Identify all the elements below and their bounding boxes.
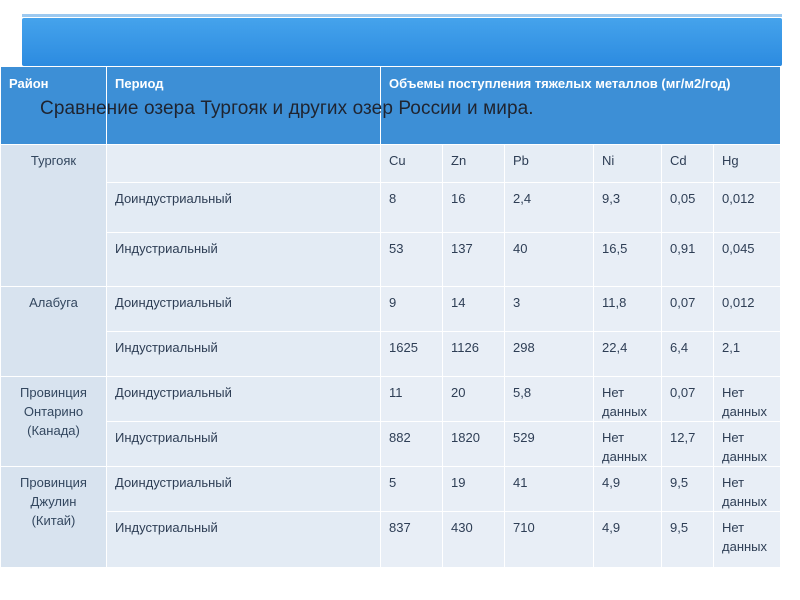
subheader-period-cell — [107, 145, 381, 183]
value-cell-pb: 710 — [505, 512, 594, 568]
value-cell-hg: Нет данных — [714, 422, 781, 467]
value-cell-pb: 2,4 — [505, 183, 594, 233]
value-cell-pb: 5,8 — [505, 377, 594, 422]
slide-title: Сравнение озера Тургояк и других озер России и мира. — [40, 98, 534, 119]
heavy-metals-table — [0, 66, 781, 568]
value-cell-cd: 0,07 — [662, 377, 714, 422]
metal-header-cd: Cd — [662, 145, 714, 183]
table-row — [1, 467, 781, 512]
region-cell: Провинция Онтарино (Канада) — [1, 377, 107, 467]
table-row — [1, 233, 781, 287]
value-cell-pb: 298 — [505, 332, 594, 377]
value-cell-ni: Нет данных — [594, 422, 662, 467]
period-cell: Индустриальный — [107, 422, 381, 467]
value-cell-cd: 12,7 — [662, 422, 714, 467]
table-row — [1, 377, 781, 422]
metal-header-hg: Hg — [714, 145, 781, 183]
period-cell: Индустриальный — [107, 233, 381, 287]
period-cell: Индустриальный — [107, 512, 381, 568]
value-cell-zn: 16 — [443, 183, 505, 233]
header-region: Район — [1, 67, 107, 145]
table-row — [1, 332, 781, 377]
value-cell-zn: 20 — [443, 377, 505, 422]
value-cell-pb: 529 — [505, 422, 594, 467]
metal-subheader-row — [1, 145, 781, 183]
metal-header-ni: Ni — [594, 145, 662, 183]
value-cell-cu: 837 — [381, 512, 443, 568]
table-row — [1, 287, 781, 332]
value-cell-hg: 2,1 — [714, 332, 781, 377]
value-cell-pb: 40 — [505, 233, 594, 287]
value-cell-cd: 9,5 — [662, 467, 714, 512]
period-cell: Доиндустриальный — [107, 183, 381, 233]
value-cell-ni: 22,4 — [594, 332, 662, 377]
value-cell-zn: 1820 — [443, 422, 505, 467]
banner-top-line — [22, 14, 782, 17]
value-cell-cd: 9,5 — [662, 512, 714, 568]
metal-header-cu: Cu — [381, 145, 443, 183]
table-row — [1, 183, 781, 233]
value-cell-cu: 53 — [381, 233, 443, 287]
value-cell-cd: 6,4 — [662, 332, 714, 377]
value-cell-cu: 882 — [381, 422, 443, 467]
value-cell-cu: 11 — [381, 377, 443, 422]
value-cell-hg: Нет данных — [714, 467, 781, 512]
value-cell-cu: 8 — [381, 183, 443, 233]
region-cell: Провинция Джулин (Китай) — [1, 467, 107, 568]
value-cell-cu: 1625 — [381, 332, 443, 377]
value-cell-cu: 9 — [381, 287, 443, 332]
region-cell: Тургояк — [1, 145, 107, 287]
value-cell-zn: 14 — [443, 287, 505, 332]
metal-header-pb: Pb — [505, 145, 594, 183]
value-cell-cd: 0,91 — [662, 233, 714, 287]
period-cell: Доиндустриальный — [107, 377, 381, 422]
value-cell-zn: 430 — [443, 512, 505, 568]
title-banner — [22, 18, 782, 66]
table-row — [1, 512, 781, 568]
value-cell-pb: 41 — [505, 467, 594, 512]
value-cell-hg: 0,012 — [714, 287, 781, 332]
table-body — [1, 145, 781, 568]
value-cell-ni: 16,5 — [594, 233, 662, 287]
header-period: Период — [107, 67, 381, 145]
value-cell-zn: 1126 — [443, 332, 505, 377]
table-row — [1, 422, 781, 467]
header-volumes: Объемы поступления тяжелых металлов (мг/м2/год) — [381, 67, 781, 145]
value-cell-ni: 9,3 — [594, 183, 662, 233]
value-cell-hg: 0,045 — [714, 233, 781, 287]
period-cell: Индустриальный — [107, 332, 381, 377]
value-cell-ni: Нет данных — [594, 377, 662, 422]
period-cell: Доиндустриальный — [107, 467, 381, 512]
value-cell-hg: Нет данных — [714, 377, 781, 422]
value-cell-hg: Нет данных — [714, 512, 781, 568]
value-cell-hg: 0,012 — [714, 183, 781, 233]
value-cell-ni: 11,8 — [594, 287, 662, 332]
value-cell-cd: 0,05 — [662, 183, 714, 233]
value-cell-ni: 4,9 — [594, 512, 662, 568]
value-cell-zn: 19 — [443, 467, 505, 512]
region-cell: Алабуга — [1, 287, 107, 377]
value-cell-cu: 5 — [381, 467, 443, 512]
period-cell: Доиндустриальный — [107, 287, 381, 332]
value-cell-pb: 3 — [505, 287, 594, 332]
value-cell-zn: 137 — [443, 233, 505, 287]
value-cell-cd: 0,07 — [662, 287, 714, 332]
value-cell-ni: 4,9 — [594, 467, 662, 512]
metal-header-zn: Zn — [443, 145, 505, 183]
